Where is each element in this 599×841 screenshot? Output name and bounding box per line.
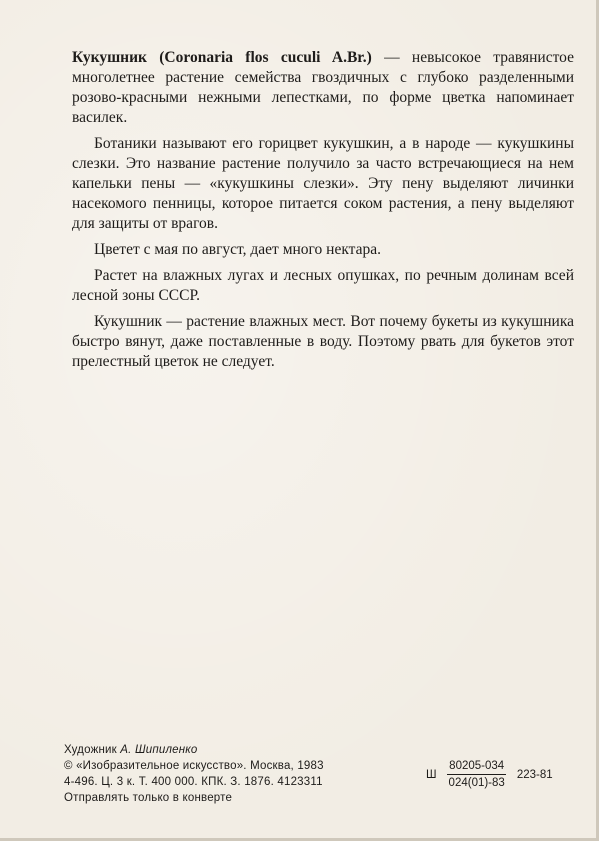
article-paragraph: Ботаники называют его горицвет кукушкин, а в народе — кукушкины слезки. Это название растение получило за часто встречающиеся на нем капельки пены — «кукушкины слезки». Эту пену выделяют личинки насекомого пенницы, которое питается соком растения, а пену выделяют для защиты от врагов. [72,135,574,232]
artist-label: Художник [64,744,117,756]
mail-note-line: Отправлять только в конверте [64,792,233,804]
catalog-code [426,759,553,790]
article-paragraph: Цветет с мая по август, дает много нектара. [94,241,381,258]
catalog-suffix: 223-81 [516,768,553,781]
publisher-line: © «Изобразительное искусство». Москва, 1983 [64,760,324,772]
article-title: Кукушник (Coronaria flos cuculi A.Br.) [72,49,372,66]
artist-line [64,742,324,758]
catalog-numerator: 80205-034 [447,759,506,775]
article-intro-paragraph [72,48,574,128]
article-paragraph: Растет на влажных лугах и лесных опушках, по речным долинам всей лесной зоны СССР. [72,267,574,304]
catalog-denominator: 024(01)-83 [448,777,505,789]
print-info-line: 4-496. Ц. 3 к. Т. 400 000. КПК. З. 1876. 4123311 [64,776,323,788]
catalog-fraction [447,759,507,790]
article-intro: — невысокое травянистое многолетнее растение семейства гвоздичных с глубоко разделенными розово-красными нежными лепестками, по форме цветка напоминает василек. [72,49,574,126]
artist-name: А. Шипиленко [120,744,198,756]
imprint-credits [64,742,324,806]
article-text [72,48,574,378]
catalog-letter: Ш [426,768,437,781]
article-paragraph: Кукушник — растение влажных мест. Вот почему букеты из кукушника быстро вянут, даже поставленные в воду. Поэтому рвать для букетов этот прелестный цветок не следует. [72,313,574,370]
